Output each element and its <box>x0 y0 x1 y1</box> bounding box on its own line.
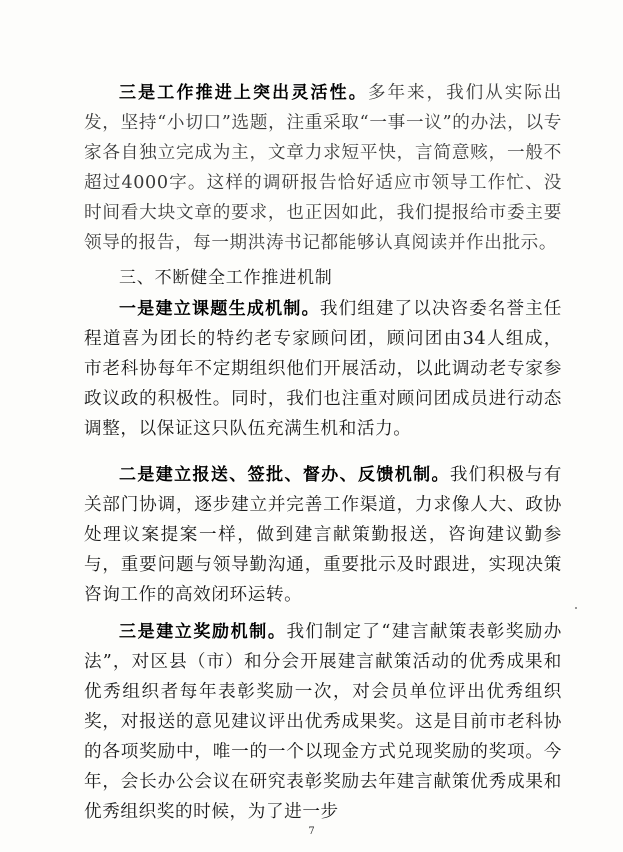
paragraph-body: 我们制定了“建言献策表彰奖励办法”，对区县（市）和分会开展建言献策活动的优秀成果和优秀组织者每年表彰奖励一次，对会员单位评出优秀组织奖，对报送的意见建议评出优秀成果奖。这是目前市老科协的各项奖励中，唯一的一个以现金方式兑现奖励的奖项。今年，会长办公会议在研究表彰奖励去年建言献策优秀成果和优秀组织奖的时候，为了进一步 <box>84 622 562 822</box>
paragraph-text <box>84 460 562 610</box>
paragraph-flexibility <box>84 78 562 258</box>
paragraph-body: 我们组建了以决咨委名誉主任程道喜为团长的特约老专家顾问团，顾问团由34人组成，市老科协每年不定期组织他们开展活动，以此调动老专家参政议政的积极性。同时，我们也注重对顾问团成员进行动态调整，以保证这只队伍充满生机和活力。 <box>84 299 562 439</box>
paragraph-body: 多年来，我们从实际出发，坚持“小切口”选题，注重采取“一事一议”的办法，以专家各自独立完成为主，文章力求短平快，言简意赅，一般不超过4000字。这样的调研报告恰好适应市领导工作忙、没时间看大块文章的要求，也正因如此，我们提报给市委主要领导的报告，每一期洪涛书记都能够认真阅读并作出批示。 <box>84 83 562 253</box>
paragraph-lead: 三是工作推进上突出灵活性。 <box>119 83 368 103</box>
section-heading: 三、不断健全工作推进机制 <box>119 268 333 288</box>
paragraph-topic-mechanism <box>84 294 562 444</box>
paragraph-text <box>84 78 562 258</box>
paragraph-text <box>84 617 562 827</box>
paragraph-body: 我们积极与有关部门协调，逐步建立并完善工作渠道，力求像人大、政协处理议案提案一样，做到建言献策勤报送，咨询建议勤参与，重要问题与领导勤沟通，重要批示及时跟进，实现决策咨询工作的高效闭环运转。 <box>84 465 562 605</box>
scan-speck <box>575 607 577 609</box>
section-heading-block <box>84 263 562 293</box>
paragraph-submission-mechanism <box>84 460 562 610</box>
paragraph-lead: 二是建立报送、签批、督办、反馈机制。 <box>119 465 450 485</box>
paragraph-reward-mechanism <box>84 617 562 827</box>
paragraph-lead: 三是建立奖励机制。 <box>119 622 287 642</box>
paragraph-text <box>84 294 562 444</box>
paragraph-lead: 一是建立课题生成机制。 <box>119 299 320 319</box>
page-number: 7 <box>308 826 315 837</box>
